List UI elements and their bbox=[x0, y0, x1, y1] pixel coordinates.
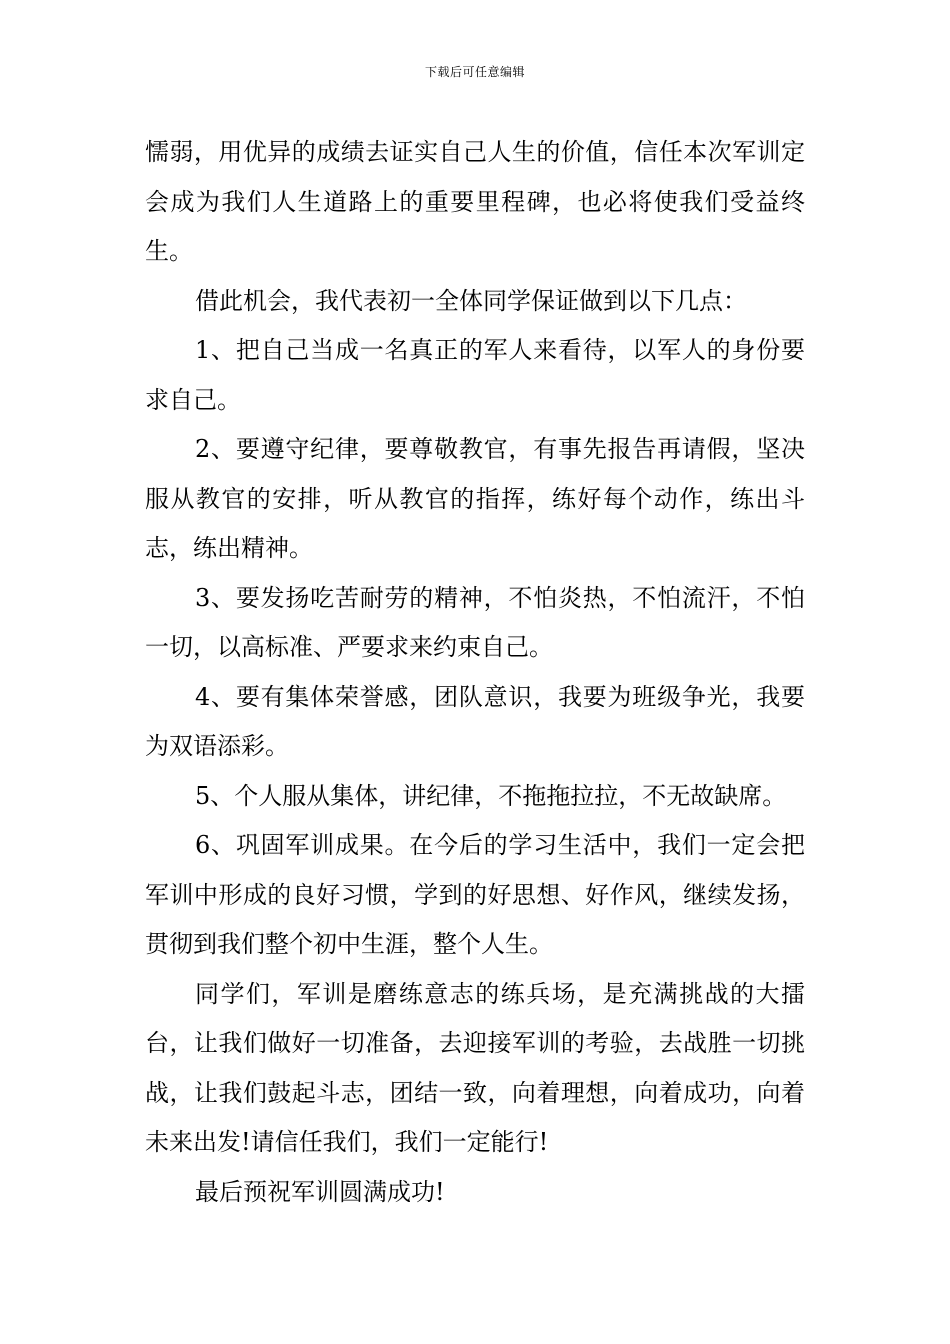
paragraph-point-2: 2、要遵守纪律，要尊敬教官，有事先报告再请假，坚决服从教官的安排，听从教官的指挥，练好每个动作，练出斗志，练出精神。 bbox=[145, 435, 805, 562]
paragraph-closing: 最后预祝军训圆满成功! bbox=[195, 1177, 445, 1206]
paragraph-continuation: 懦弱，用优异的成绩去证实自己人生的价值，信任本次军训定会成为我们人生道路上的重要里程碑，也必将使我们受益终生。 bbox=[145, 138, 805, 265]
paragraph-appeal: 同学们，军训是磨练意志的练兵场，是充满挑战的大擂台，让我们做好一切准备，去迎接军训的考验，去战胜一切挑战，让我们鼓起斗志，团结一致，向着理想，向着成功，向着未来出发!请信任我们，我们一定能行! bbox=[145, 979, 805, 1156]
paragraph-point-6: 6、巩固军训成果。在今后的学习生活中，我们一定会把军训中形成的良好习惯，学到的好思想、好作风，继续发扬，贯彻到我们整个初中生涯，整个人生。 bbox=[145, 831, 805, 958]
paragraph-point-5: 5、个人服从集体，讲纪律，不拖拖拉拉，不无故缺席。 bbox=[195, 781, 787, 810]
paragraph-point-1: 1、把自己当成一名真正的军人来看待，以军人的身份要求自己。 bbox=[145, 336, 805, 414]
paragraph-intro: 借此机会，我代表初一全体同学保证做到以下几点： bbox=[195, 286, 747, 315]
paragraph-point-3: 3、要发扬吃苦耐劳的精神，不怕炎热，不怕流汗，不怕一切，以高标准、严要求来约束自己。 bbox=[145, 583, 805, 661]
paragraph-point-4: 4、要有集体荣誉感，团队意识，我要为班级争光，我要为双语添彩。 bbox=[145, 682, 805, 760]
page-header-note: 下载后可任意编辑 bbox=[424, 65, 525, 79]
document-body bbox=[145, 128, 805, 1217]
